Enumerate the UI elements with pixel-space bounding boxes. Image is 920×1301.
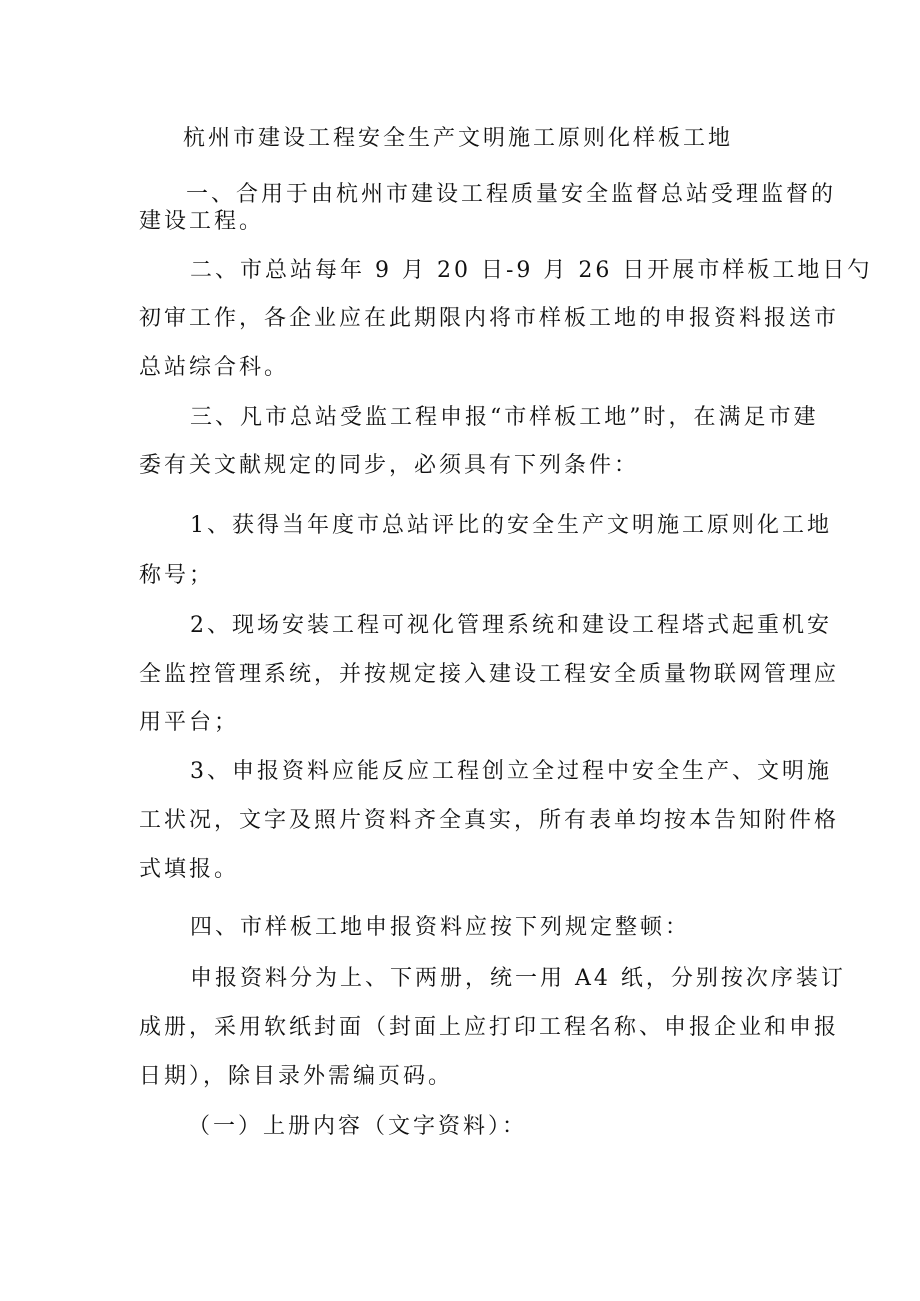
paragraph-line: 工状况，文字及照片资料齐全真实，所有表单均按本告知附件格: [139, 808, 840, 833]
paragraph-line: 二、市总站每年 9 月 20 日-9 月 26 日开展市样板工地日勺: [190, 258, 873, 283]
paragraph-line: 用平台；: [139, 710, 240, 735]
paragraph-line: 全监控管理系统，并按规定接入建设工程安全质量物联网管理应: [139, 662, 840, 687]
paragraph-line: 2、现场安装工程可视化管理系统和建设工程塔式起重机安: [190, 613, 832, 638]
paragraph-line: 初审工作，各企业应在此期限内将市样板工地的申报资料报送市: [139, 306, 840, 331]
paragraph-line: 一、合用于由杭州市建设工程质量安全监督总站受理监督的: [186, 182, 837, 207]
paragraph-line: 式填报。: [139, 857, 240, 882]
paragraph-line: 称号；: [139, 563, 215, 588]
paragraph-line: 成册，采用软纸封面（封面上应打印工程名称、申报企业和申报: [139, 1015, 840, 1040]
paragraph-line: 建设工程。: [139, 209, 265, 234]
paragraph-line: 总站综合科。: [139, 355, 290, 380]
paragraph-line: 申报资料分为上、下两册，统一用 A4 纸，分别按次序装订: [190, 966, 846, 991]
paragraph-line: 委有关文献规定的同步，必须具有下列条件：: [139, 453, 640, 478]
paragraph-line: 三、凡市总站受监工程申报“市样板工地”时，在满足市建: [190, 405, 819, 430]
document-title: 杭州市建设工程安全生产文明施工原则化样板工地: [183, 126, 734, 151]
paragraph-line: 3、申报资料应能反应工程创立全过程中安全生产、文明施: [190, 759, 832, 784]
paragraph-line: 四、市样板工地申报资料应按下列规定整顿：: [190, 915, 691, 940]
paragraph-line: 日期），除目录外需编页码。: [139, 1064, 454, 1089]
paragraph-line: （一）上册内容（文字资料）：: [188, 1114, 528, 1139]
paragraph-line: 1、获得当年度市总站评比的安全生产文明施工原则化工地: [190, 513, 832, 538]
